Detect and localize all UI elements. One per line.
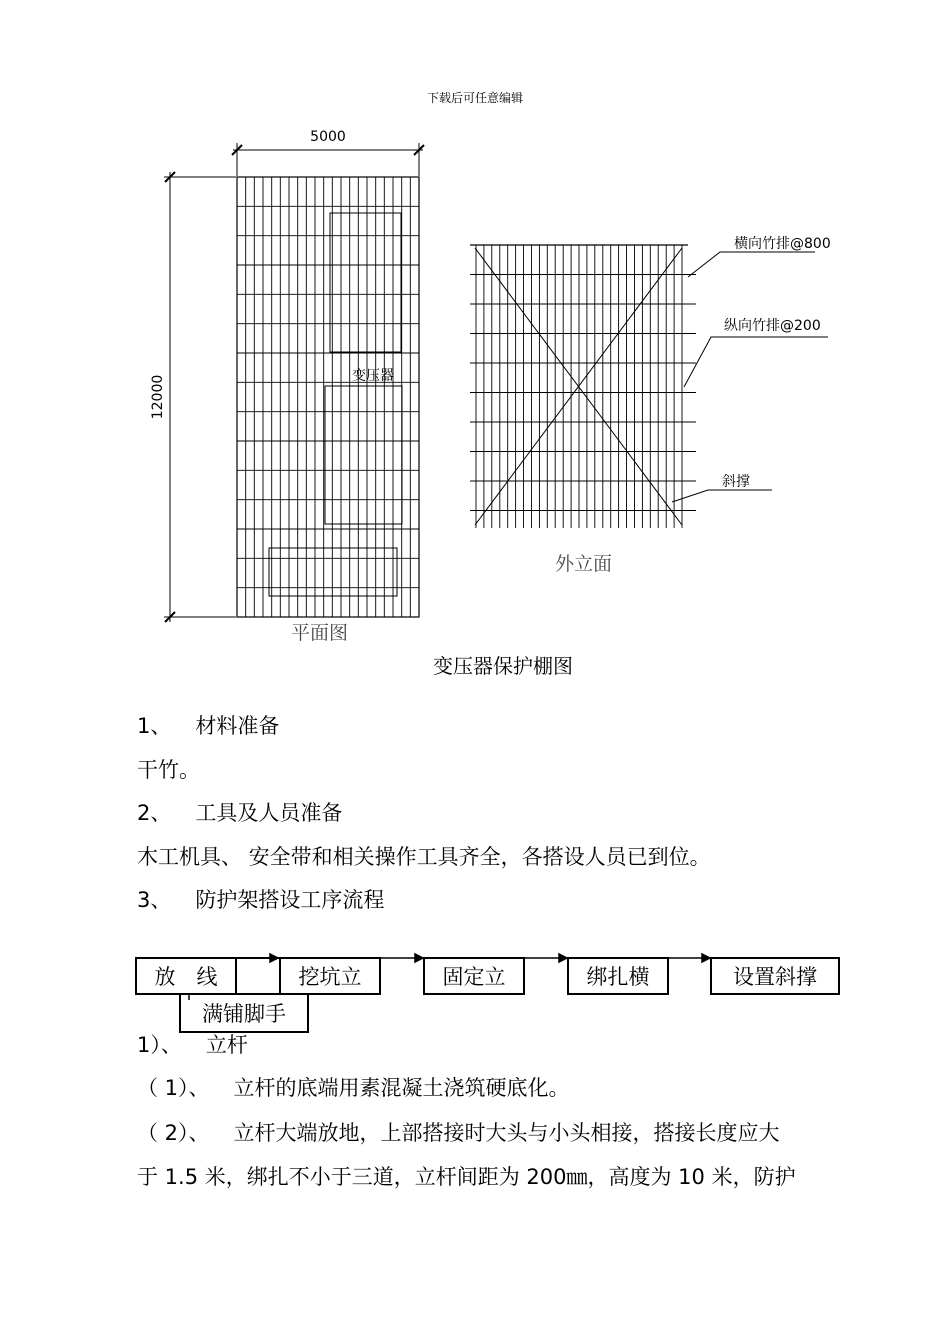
flow-step-4: [567, 957, 669, 995]
width-dimension: 5000: [310, 129, 346, 145]
flow-step-2: [279, 957, 381, 995]
flow-step-4-label: 绑扎横: [586, 965, 650, 989]
height-dimension: 12000: [150, 374, 166, 420]
flow-sub-step: [179, 993, 309, 1033]
section-2-number: 2、: [137, 801, 172, 825]
flow-sub-step-label: 满铺脚手: [202, 1002, 286, 1026]
paragraph-2-number: （ 2）、: [137, 1121, 210, 1145]
flow-step-3: [423, 957, 525, 995]
section-1-body: 干竹。: [137, 758, 200, 782]
figure-title: 变压器保护棚图: [433, 654, 573, 678]
paragraph-2: [137, 1123, 780, 1144]
plan-caption: 平面图: [291, 622, 349, 644]
paragraph-1-text: 立杆的底端用素混凝土浇筑硬底化。: [233, 1076, 570, 1100]
paragraph-1-number: （ 1）、: [137, 1076, 210, 1100]
section-3-title: 防护架搭设工序流程: [195, 888, 385, 912]
paragraph-2-continued: 于 1.5 米，绑扎不小于三道，立杆间距为 200㎜，高度为 10 米，防护: [137, 1165, 796, 1189]
flow-step-3-label: 固定立: [442, 965, 506, 989]
flow-step-5: [710, 957, 840, 995]
paragraph-2-text: 立杆大端放地，上部搭接时大头与小头相接，搭接长度应大: [233, 1121, 780, 1145]
equipment-label: 变压器: [352, 368, 394, 384]
sub-item-1-number: 1）、: [137, 1033, 182, 1057]
flow-step-1: [135, 957, 237, 995]
sub-item-1-title: 立杆: [205, 1033, 248, 1057]
label-horizontal-bamboo: 横向竹排@800: [734, 236, 831, 252]
flow-step-1-label: 放 线: [154, 965, 218, 989]
section-2-title: 工具及人员准备: [195, 801, 343, 825]
elevation-caption: 外立面: [555, 553, 613, 575]
section-1-title: 材料准备: [195, 714, 280, 738]
section-2-body: 木工机具、 安全带和相关操作工具齐全，各搭设人员已到位。: [137, 845, 711, 869]
page-header: 下载后可任意编辑: [426, 91, 523, 105]
sub-item-1: [137, 1035, 248, 1056]
flow-step-empty: [235, 957, 281, 995]
section-1-number: 1、: [137, 714, 172, 738]
label-vertical-bamboo: 纵向竹排@200: [724, 318, 821, 334]
flow-step-2-label: 挖坑立: [298, 965, 362, 989]
section-3-number: 3、: [137, 888, 172, 912]
flow-step-5-label: 设置斜撑: [733, 965, 817, 989]
label-brace: 斜撑: [722, 474, 750, 490]
paragraph-1: [137, 1078, 570, 1099]
